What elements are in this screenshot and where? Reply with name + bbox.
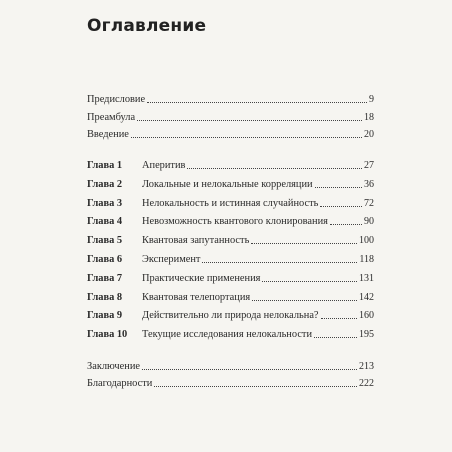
chapter-title: Квантовая запутанность [142, 235, 250, 246]
toc-entry-chapter [87, 308, 374, 322]
chapter-number: Глава 9 [87, 310, 123, 321]
chapter-page: 195 [359, 329, 374, 340]
dot-leader [137, 120, 362, 121]
toc-entry-chapter [87, 214, 374, 228]
toc-title: Оглавление [87, 16, 207, 36]
toc-entry-front [87, 127, 374, 141]
chapter-number: Глава 4 [87, 216, 123, 227]
entry-page: 213 [359, 361, 374, 372]
dot-leader [262, 281, 357, 282]
entry-label: Введение [87, 129, 129, 140]
chapter-title: Квантовая телепортация [142, 292, 251, 303]
toc-entry-chapter [87, 233, 374, 247]
chapter-page: 36 [364, 179, 374, 190]
chapter-page: 27 [364, 160, 374, 171]
dot-leader [131, 137, 362, 138]
chapter-title: Действительно ли природа нелокальна? [142, 310, 319, 321]
chapter-number: Глава 8 [87, 292, 123, 303]
dot-leader [321, 318, 357, 319]
chapter-title: Аперитив [142, 160, 186, 171]
entry-page: 222 [359, 378, 374, 389]
chapter-title: Локальные и нелокальные корреляции [142, 179, 313, 190]
chapter-number: Глава 2 [87, 179, 123, 190]
entry-page: 9 [369, 94, 374, 105]
entry-page: 20 [364, 129, 374, 140]
entry-label: Предисловие [87, 94, 146, 105]
toc-entry-chapter [87, 196, 374, 210]
chapter-number: Глава 3 [87, 198, 123, 209]
dot-leader [252, 300, 357, 301]
dot-leader [154, 386, 357, 387]
entry-label: Благодарности [87, 378, 153, 389]
toc-entry-back [87, 376, 374, 390]
entry-label: Заключение [87, 361, 140, 372]
chapter-number: Глава 1 [87, 160, 123, 171]
toc-entry-back [87, 359, 374, 373]
dot-leader [320, 206, 362, 207]
toc-entry-chapter [87, 290, 374, 304]
chapter-page: 90 [364, 216, 374, 227]
chapter-page: 118 [359, 254, 374, 265]
toc-entry-front [87, 92, 374, 106]
chapter-title: Практические применения [142, 273, 261, 284]
chapter-title: Невозможность квантового клонирования [142, 216, 328, 227]
chapter-page: 72 [364, 198, 374, 209]
chapter-title: Текущие исследования нелокальности [142, 329, 313, 340]
dot-leader [314, 337, 357, 338]
chapter-title: Нелокальность и истинная случайность [142, 198, 319, 209]
dot-leader [147, 102, 367, 103]
dot-leader [142, 369, 357, 370]
chapter-number: Глава 10 [87, 329, 128, 340]
chapter-number: Глава 6 [87, 254, 123, 265]
dot-leader [187, 168, 362, 169]
dot-leader [315, 187, 362, 188]
toc-entry-front [87, 110, 374, 124]
toc-entry-chapter [87, 327, 374, 341]
chapter-page: 131 [359, 273, 374, 284]
chapter-number: Глава 5 [87, 235, 123, 246]
toc-entry-chapter [87, 252, 374, 266]
chapter-page: 100 [359, 235, 374, 246]
dot-leader [330, 224, 362, 225]
chapter-number: Глава 7 [87, 273, 123, 284]
chapter-page: 142 [359, 292, 374, 303]
chapter-title: Эксперимент [142, 254, 201, 265]
dot-leader [202, 262, 357, 263]
dot-leader [251, 243, 357, 244]
toc-entry-chapter [87, 271, 374, 285]
toc-entry-chapter [87, 177, 374, 191]
chapter-page: 160 [359, 310, 374, 321]
entry-label: Преамбула [87, 112, 136, 123]
toc-entry-chapter [87, 158, 374, 172]
entry-page: 18 [364, 112, 374, 123]
